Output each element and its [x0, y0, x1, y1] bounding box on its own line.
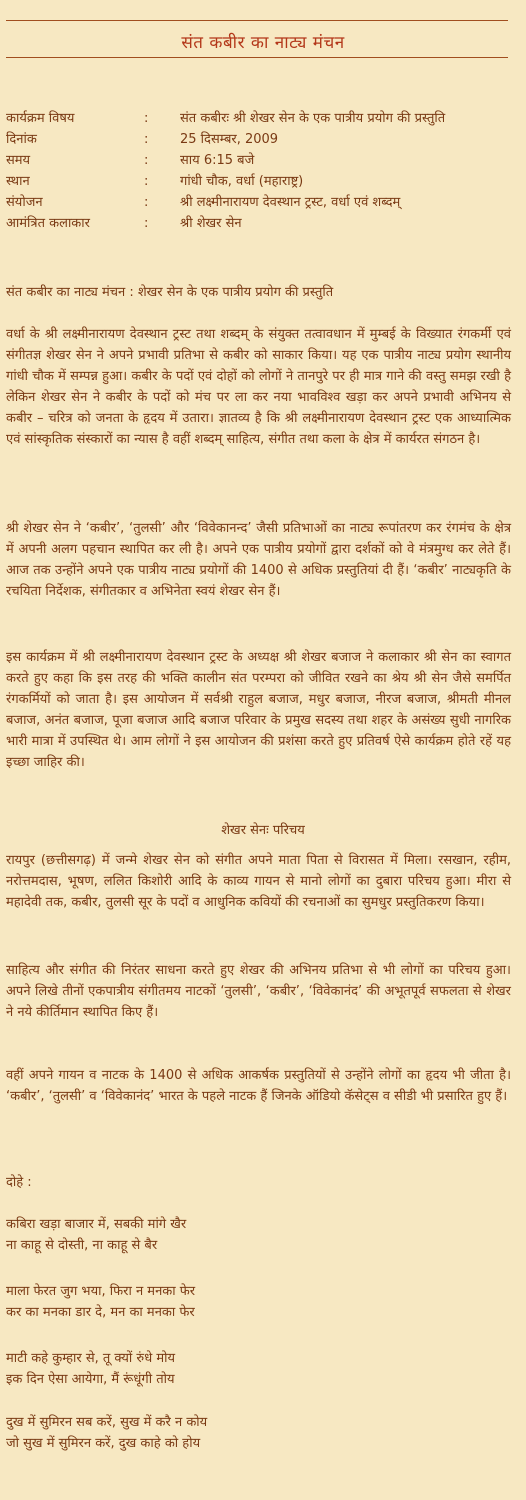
- info-row-date: [6, 129, 514, 150]
- paragraph-3: इस कार्यक्रम में श्री लक्ष्मीनारायण देवस्थान ट्रस्ट के अध्यक्ष श्री शेखर बजाज ने कलाकार श्री सेन का स्वागत करते हुए कहा कि इस तरह की भक्ति कालीन संत परम्परा को जीवित रखने का श्रेय श्री सेन जैसे समर्पित रंगकर्मियों को जाता है। इस आयोजन में सर्वश्री राहुल बजाज, मधुर बजाज, नीरज बजाज, श्रीमती मीनल बजाज, अनंत बजाज, पूजा बजाज आदि बजाज परिवार के प्रमुख सदस्य तथा शहर के असंख्य सुधी नागरिक भारी मात्रा में उपस्थित थे। आम लोगों ने इस आयोजन की प्रशंसा करते हुए प्रतिवर्ष ऐसे कार्यक्रम होते रहें यह इच्छा जाहिर की।: [6, 650, 511, 770]
- info-row-time: [6, 150, 514, 171]
- doha-line: कबिरा खड़ा बाजार में, सबकी मांगे खैर: [6, 1217, 187, 1232]
- info-value: 25 दिसम्बर, 2009: [180, 132, 279, 147]
- doha-line: इक दिन ऐसा आयेगा, मैं रूंधूंगी तोय: [6, 1372, 175, 1387]
- doha-4: [6, 1412, 406, 1454]
- doha-line: दुख में सुमिरन सब करें, सुख में करै न कोय: [6, 1415, 208, 1430]
- info-value: श्री शेखर सेन: [180, 216, 242, 231]
- doha-line: कर का मनका डार दे, मन का मनका फेर: [6, 1305, 195, 1320]
- intro-paragraph-3: वहीं अपने गायन व नाटक के 1400 से अधिक आकर्षक प्रस्तुतियों से उन्होंने लोगों का हृदय भी जीता है। ‘कबीर’, ‘तुलसी’ व ‘विवेकानंद’ भारत के पहले नाटक हैं जिनके ऑडियो कॅसेट्स व सीडी भी प्रसारित हुए हैं।: [6, 1068, 511, 1104]
- doha-line: जो सुख में सुमिरन करें, दुख काहे को होय: [6, 1436, 201, 1451]
- info-label: समय: [6, 153, 31, 168]
- event-info: [6, 108, 514, 234]
- info-colon: :: [144, 153, 149, 168]
- dohe-heading: दोहे :: [6, 1175, 32, 1190]
- info-row-subject: [6, 108, 514, 129]
- info-label: आमंत्रित कलाकार: [6, 216, 90, 231]
- info-label: संयोजन: [6, 195, 43, 210]
- intro-paragraph-1: रायपुर (छत्तीसगढ़) में जन्मे शेखर सेन को संगीत अपने माता पिता से विरासत में मिला। रसखान, रहीम, नरोत्तमदास, भूषण, ललित किशोरी आदि के काव्य गायन से मानो लोगों का दुबारा परिचय हुआ। मीरा से महादेवी तक, कबीर, तुलसी सूर के पदों व आधुनिक कवियों की रचनाओं का सुमधुर प्रस्तुतिकरण किया।: [6, 853, 511, 910]
- paragraph-2: श्री शेखर सेन ने ‘कबीर’, ‘तुलसी’ और ‘विवेकानन्द’ जैसी प्रतिभाओं का नाट्य रूपांतरण कर रंगमंच के क्षेत्र में अपनी अलग पहचान स्थापित कर ली है। अपने एक पात्रीय प्रयोगों द्वारा दर्शकों को वे मंत्रमुग्ध कर लेते हैं। आज तक उन्होंने अपने एक पात्रीय नाट्य प्रयोगों की 1400 से अधिक प्रस्तुतियां दी हैं। ‘कबीर’ नाट्यकृति के रचयिता निर्देशक, संगीतकार व अभिनेता स्वयं शेखर सेन हैं।: [6, 521, 511, 599]
- info-value: गांधी चौक, वर्धा (महाराष्ट्र): [180, 174, 304, 189]
- doha-2: [6, 1281, 406, 1323]
- top-rule: [6, 20, 508, 21]
- title-rule: [6, 57, 508, 58]
- doha-line: माला फेरत जुग भया, फिरा न मनका फेर: [6, 1284, 196, 1299]
- subtitle: संत कबीर का नाट्य मंचन : शेखर सेन के एक पात्रीय प्रयोग की प्रस्तुति: [6, 285, 334, 300]
- info-label: स्थान: [6, 174, 30, 189]
- info-row-artist: [6, 213, 514, 234]
- info-colon: :: [144, 111, 149, 126]
- doha-line: माटी कहे कुम्हार से, तू क्यों रुंधे मोय: [6, 1351, 176, 1366]
- intro-paragraph-2: साहित्य और संगीत की निरंतर साधना करते हुए शेखर की अभिनय प्रतिभा से भी लोगों का परिचय हुआ। अपने लिखे तीनों एकपात्रीय संगीतमय नाटकों ‘तुलसी’, ‘कबीर’, ‘विवेकानंद’ की अभूतपूर्व सफलता से शेखर ने नये कीर्तिमान स्थापित किए हैं।: [6, 963, 511, 1020]
- info-colon: :: [144, 132, 149, 147]
- info-value: संत कबीरः श्री शेखर सेन के एक पात्रीय प्रयोग की प्रस्तुति: [180, 111, 446, 126]
- paragraph-1: वर्धा के श्री लक्ष्मीनारायण देवस्थान ट्रस्ट तथा शब्दम् के संयुक्त तत्वावधान में मुम्बई के विख्यात रंगकर्मी एवं संगीतज्ञ शेखर सेन ने अपने प्रभावी प्रतिभा से कबीर को साकार किया। यह एक पात्रीय नाट्य प्रयोग स्थानीय गांधी चौक में सम्पन्न हुआ। कबीर के पदों एवं दोहों को लोगों ने तानपुरे पर ही मात्र गाने की वस्तु समझ रखी है लेकिन शेखर सेन ने कबीर के पदों को मंच पर ला कर नया भावविश्व खड़ा कर अपने प्रभावी अभिनय से कबीर – चरित्र को जनता के हृदय में उतारा। ज्ञातव्य है कि श्री लक्ष्मीनारायण देवस्थान ट्रस्ट एक आध्यात्मिक एवं सांस्कृतिक संस्कारों का न्यास है वहीं शब्दम् साहित्य, संगीत तथा कला के क्षेत्र में कार्यरत संगठन है।: [6, 327, 511, 447]
- page-title: संत कबीर का नाट्य मंचन: [181, 33, 345, 53]
- info-row-venue: [6, 171, 514, 192]
- info-colon: :: [144, 195, 149, 210]
- info-value: साय 6:15 बजे: [180, 153, 255, 168]
- doha-3: [6, 1348, 406, 1390]
- info-colon: :: [144, 174, 149, 189]
- doha-1: [6, 1214, 406, 1256]
- intro-heading: शेखर सेनः परिचय: [221, 823, 305, 838]
- info-label: कार्यक्रम विषय: [6, 111, 75, 126]
- info-row-organizer: [6, 192, 514, 213]
- info-colon: :: [144, 216, 149, 231]
- info-label: दिनांक: [6, 132, 37, 147]
- doha-line: ना काहू से दोस्ती, ना काहू से बैर: [6, 1238, 158, 1253]
- info-value: श्री लक्ष्मीनारायण देवस्थान ट्रस्ट, वर्धा एवं शब्दम्: [180, 195, 401, 210]
